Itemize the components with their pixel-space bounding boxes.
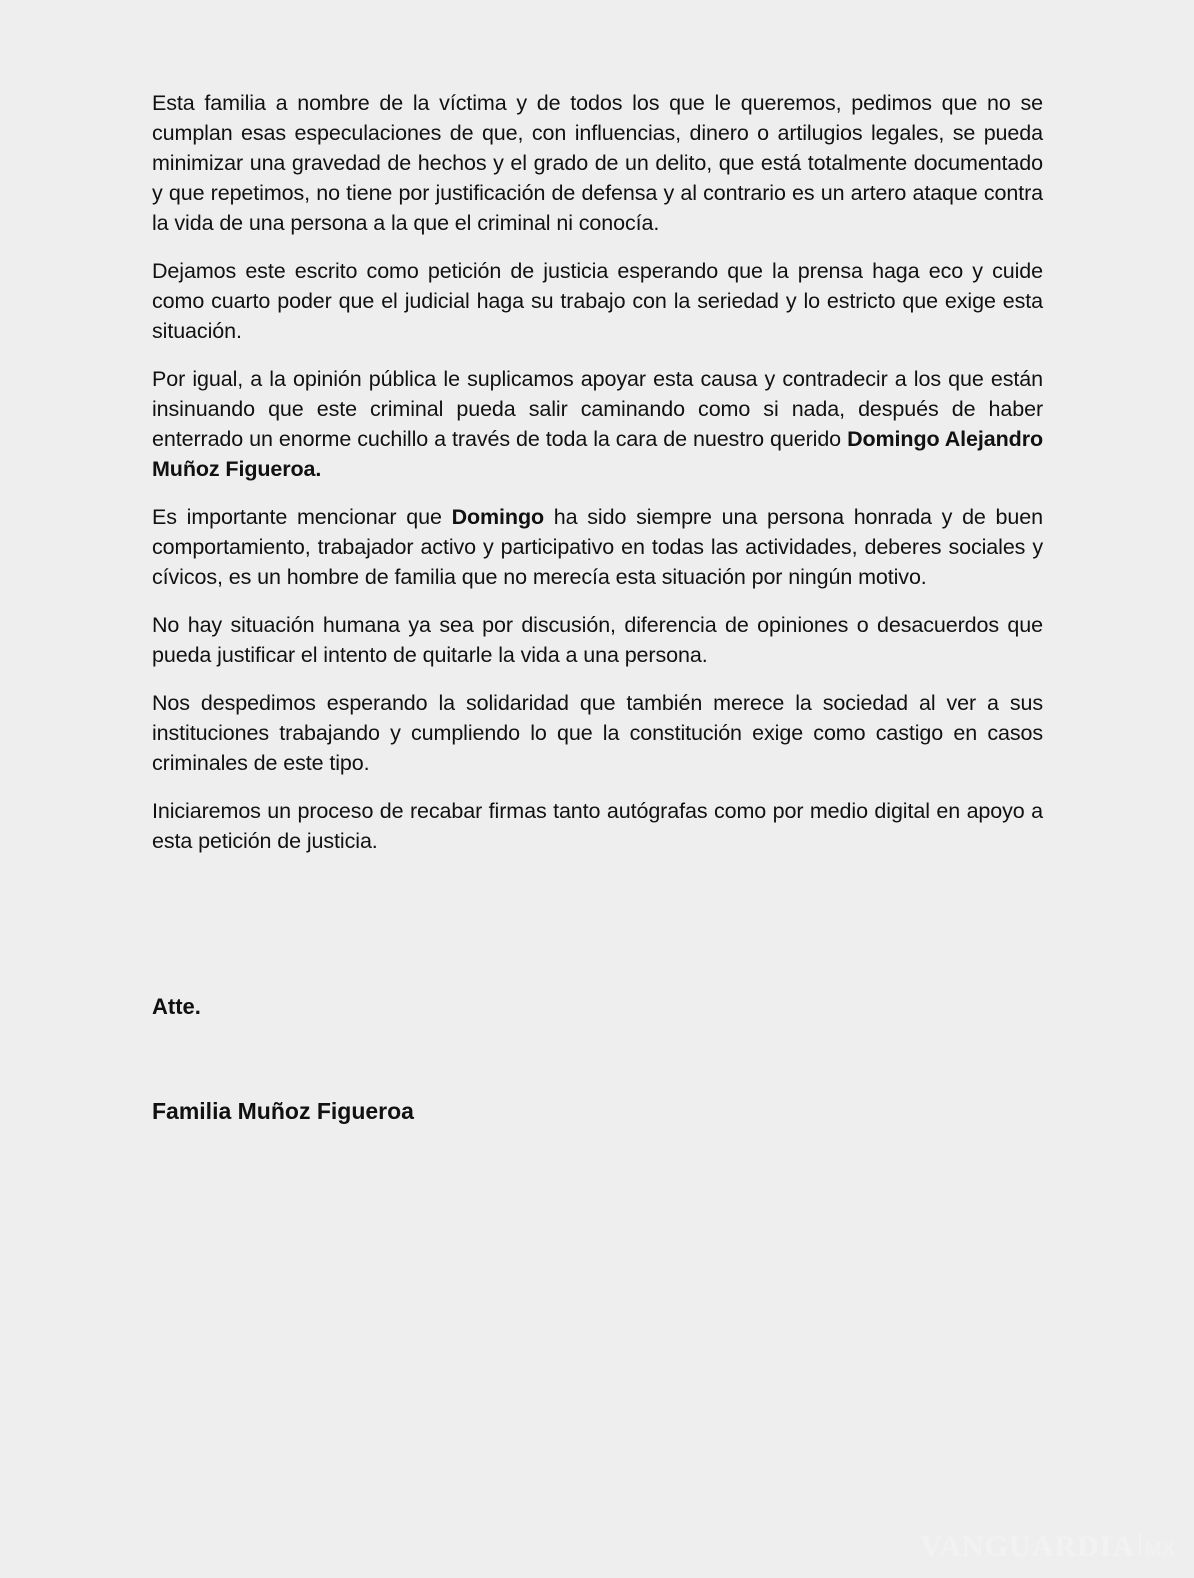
signature-name: Familia Muñoz Figueroa <box>152 1098 414 1124</box>
body-text: No hay situación humana ya sea por discusión, diferencia de opiniones o desacuerdos que pueda justificar el intento de quitarle la vida a una persona. <box>152 613 1043 667</box>
watermark-suffix-text: MX <box>1145 1539 1176 1561</box>
paragraph <box>152 364 1043 484</box>
body-text: ha sido siempre una persona honrada y de buen comportamiento, trabajador activo y participativo en todas las actividades, deberes sociales y cívicos, es un hombre de familia que no merecía esta situación por ningún motivo. <box>152 505 1043 589</box>
watermark-separator <box>1139 1533 1141 1555</box>
emphasized-text: Domingo <box>451 505 545 529</box>
paragraph <box>152 88 1043 238</box>
paragraph <box>152 610 1043 670</box>
emphasized-text: Domingo Alejandro Muñoz Figueroa. <box>152 427 1044 481</box>
body-text: Nos despedimos esperando la solidaridad que también merece la sociedad al ver a sus instituciones trabajando y cumpliendo lo que la constitución exige como castigo en casos criminales de este tipo. <box>152 691 1043 775</box>
paragraph <box>152 502 1043 592</box>
paragraph <box>152 688 1043 778</box>
paragraph <box>152 256 1043 346</box>
body-text: Por igual, a la opinión pública le suplicamos apoyar esta causa y contradecir a los que están insinuando que este criminal pueda salir caminando como si nada, después de haber enterrado un enorme cuchillo a través de toda la cara de nuestro querido <box>152 367 1043 451</box>
body-text: Es importante mencionar que <box>152 505 452 529</box>
sign-off: Atte. <box>152 994 201 1019</box>
body-text: Dejamos este escrito como petición de justicia esperando que la prensa haga eco y cuide como cuarto poder que el judicial haga su trabajo con la seriedad y lo estricto que exige esta situación. <box>152 259 1043 343</box>
vanguardia-watermark <box>921 1532 1176 1562</box>
letter-body <box>152 88 1043 856</box>
body-text: Esta familia a nombre de la víctima y de todos los que le queremos, pedimos que no se cumplan esas especulaciones de que, con influencias, dinero o artilugios legales, se pueda minimizar una gravedad de hechos y el grado de un delito, que está totalmente documentado y que repetimos, no tiene por justificación de defensa y al contrario es un artero ataque contra la vida de una persona a la que el criminal ni conocía. <box>152 91 1043 235</box>
watermark-main-text: VANGUARDIA <box>920 1530 1135 1563</box>
body-text: Iniciaremos un proceso de recabar firmas tanto autógrafas como por medio digital en apoyo a esta petición de justicia. <box>152 799 1043 853</box>
paragraph <box>152 796 1043 856</box>
